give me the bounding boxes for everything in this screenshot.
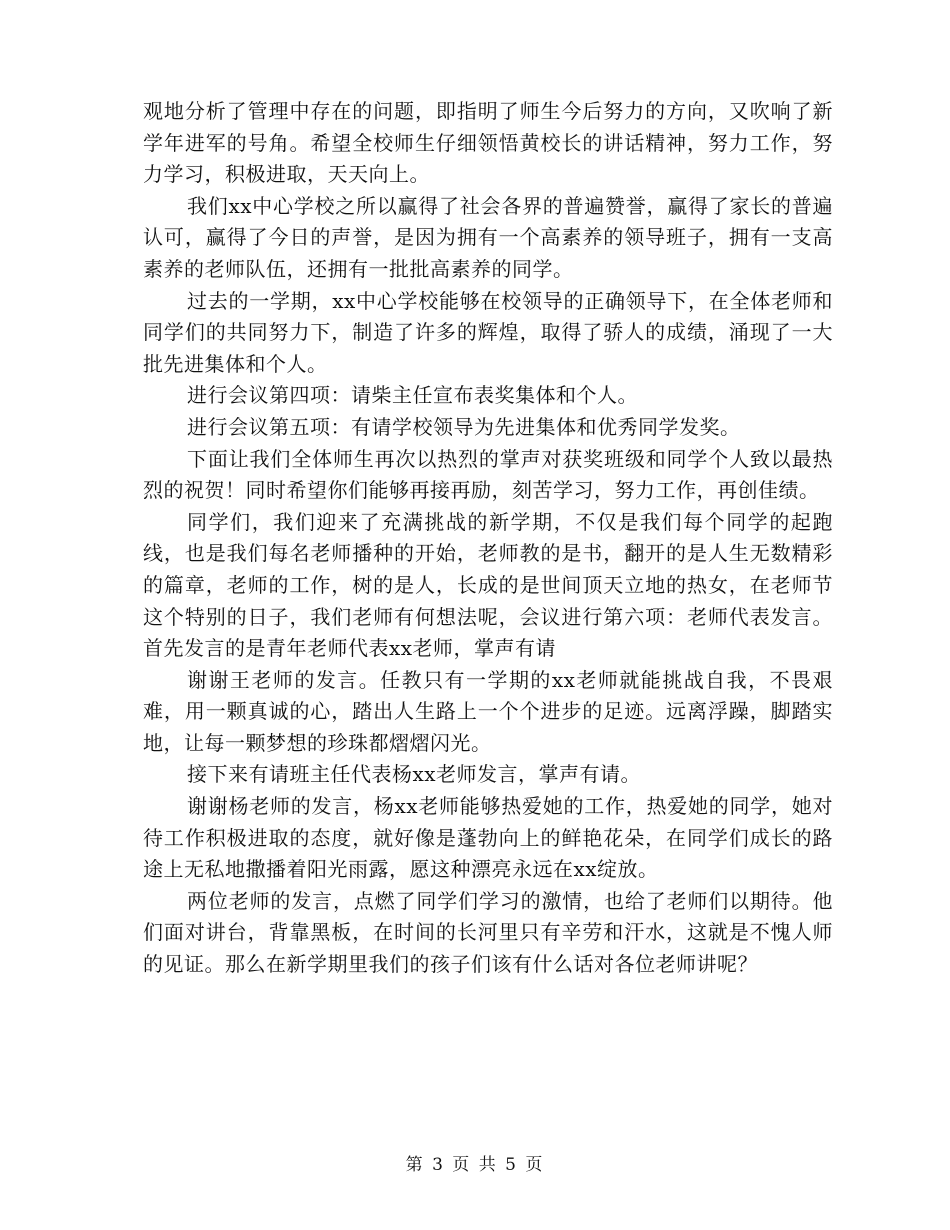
paragraph-3: 过去的一学期，xx中心学校能够在校领导的正确领导下，在全体老师和同学们的共同努力下，制造了许多的辉煌，取得了骄人的成绩，涌现了一大批先进集体和个人。 (143, 288, 833, 376)
paragraph-1: 观地分析了管理中存在的问题，即指明了师生今后努力的方向，又吹响了新学年进军的号角。希望全校师生仔细领悟黄校长的讲话精神，努力工作，努力学习，积极进取，天天向上。 (143, 99, 833, 187)
paragraph-10: 谢谢杨老师的发言，杨xx老师能够热爱她的工作，热爱她的同学，她对待工作积极进取的态度，就好像是蓬勃向上的鲜艳花朵，在同学们成长的路途上无私地撒播着阳光雨露，愿这种漂亮永远在xx绽放。 (143, 794, 833, 882)
paragraph-9: 接下来有请班主任代表杨xx老师发言，掌声有请。 (187, 762, 642, 787)
paragraph-7: 同学们，我们迎来了充满挑战的新学期，不仅是我们每个同学的起跑线，也是我们每名老师播种的开始，老师教的是书，翻开的是人生无数精彩的篇章，老师的工作，树的是人，长成的是世间顶天立地的热女，在老师节这个特别的日子，我们老师有何想法呢，会议进行第六项：老师代表发言。首先发言的是青年老师代表xx老师，掌声有请 (143, 509, 833, 661)
paragraph-2: 我们xx中心学校之所以赢得了社会各界的普遍赞誉，赢得了家长的普遍认可，赢得了今日的声誉，是因为拥有一个高素养的领导班子，拥有一支高素养的老师队伍，还拥有一批批高素养的同学。 (143, 193, 833, 281)
paragraph-8: 谢谢王老师的发言。任教只有一学期的xx老师就能挑战自我，不畏艰难，用一颗真诚的心，踏出人生路上一个个进步的足迹。远离浮躁，脚踏实地，让每一颗梦想的珍珠都熠熠闪光。 (143, 667, 833, 755)
paragraph-6: 下面让我们全体师生再次以热烈的掌声对获奖班级和同学个人致以最热烈的祝贺！同时希望你们能够再接再励，刻苦学习，努力工作，再创佳绩。 (143, 446, 833, 503)
paragraph-5: 进行会议第五项：有请学校领导为先进集体和优秀同学发奖。 (187, 414, 741, 439)
paragraph-4: 进行会议第四项：请柴主任宣布表奖集体和个人。 (187, 383, 638, 408)
paragraph-11: 两位老师的发言，点燃了同学们学习的激情，也给了老师们以期待。他们面对讲台，背靠黑板，在时间的长河里只有辛劳和汗水，这就是不愧人师的见证。那么在新学期里我们的孩子们该有什么话对各位老师讲呢？ (143, 888, 833, 977)
page-footer: 第 3 页 共 5 页 (405, 1155, 545, 1175)
document-body (143, 96, 833, 981)
